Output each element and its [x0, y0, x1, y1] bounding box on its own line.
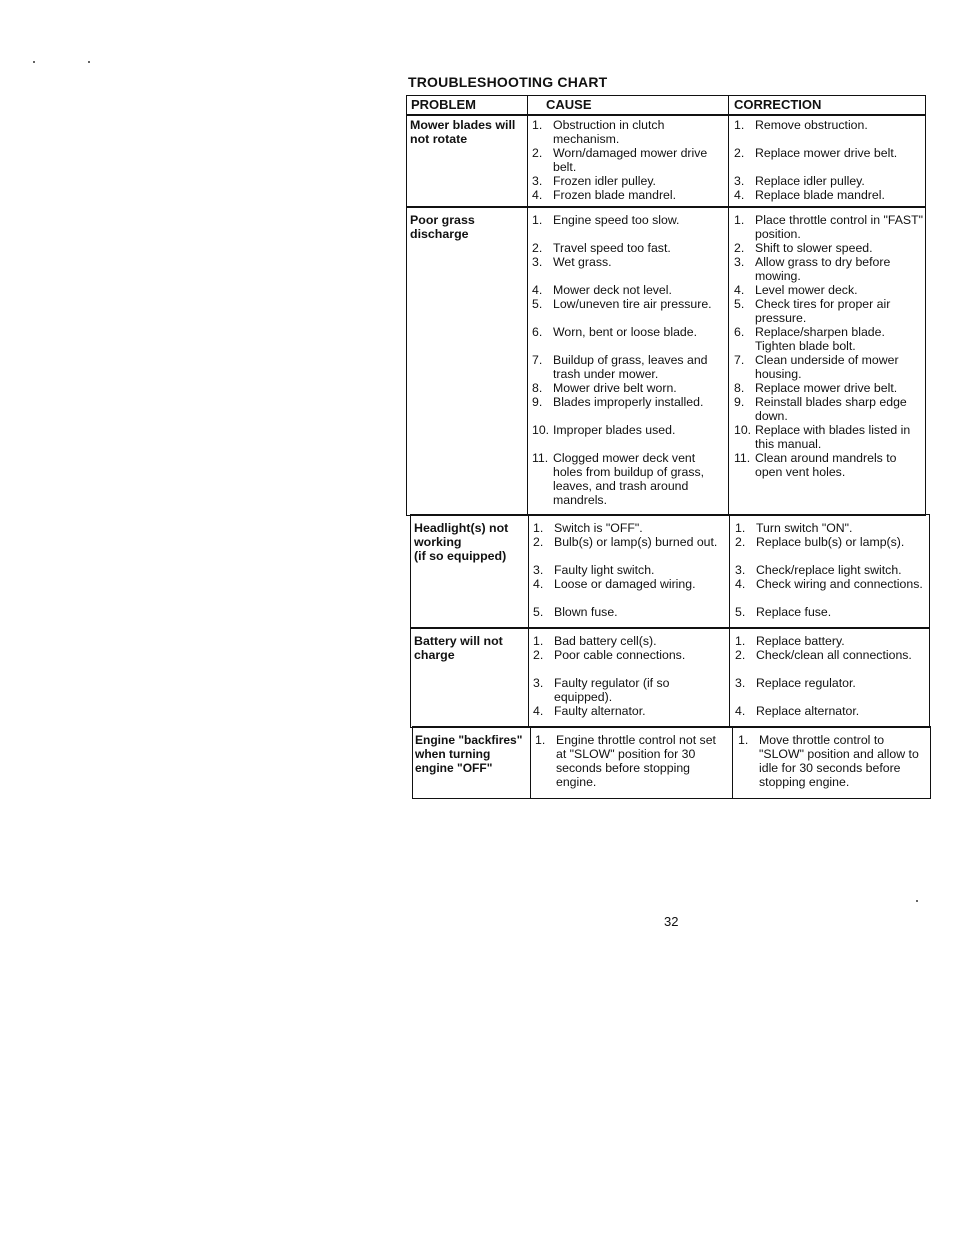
correction-item: Turn switch "ON".	[756, 521, 853, 535]
header-divider	[527, 96, 528, 115]
cause-item: Worn/damaged mower drive belt.	[553, 146, 708, 175]
cause-item: Faulty light switch.	[554, 563, 655, 577]
cause-item: Blown fuse.	[554, 605, 618, 619]
problem-line: working	[414, 535, 462, 550]
cause-item: Travel speed too fast.	[553, 241, 671, 255]
cause-cell: 1. Engine throttle control not set at "SLOW" position for 30 seconds before stopping engine.	[535, 733, 729, 789]
correction-cell: 1. Move throttle control to "SLOW" position and allow to idle for 30 seconds before stopping engine.	[738, 733, 930, 789]
cause-cell: 1. Bad battery cell(s). 2. Poor cable connections. 3. Faulty regulator (if so equipped). 4. Faulty alternator.	[533, 634, 727, 718]
correction-cell: 1. Remove obstruction. 2. Replace mower drive belt. 3. Replace idler pulley. 4. Replace blade mandrel.	[734, 118, 924, 202]
correction-item: Replace battery.	[756, 634, 845, 648]
correction-item: Check/replace light switch.	[756, 563, 902, 577]
correction-item: Replace mower drive belt.	[755, 146, 898, 160]
cause-item: Poor cable connections.	[554, 648, 686, 662]
correction-item: Move throttle control to "SLOW" position and allow to idle for 30 seconds before stopping engine.	[759, 733, 919, 790]
correction-item: Replace mower drive belt.	[755, 381, 898, 395]
problem-line: Engine "backfires"	[415, 733, 523, 747]
cause-item: Low/uneven tire air pressure.	[553, 297, 712, 311]
scan-speck	[88, 61, 90, 63]
cause-item: Improper blades used.	[553, 423, 676, 437]
problem-line: charge	[414, 648, 455, 663]
header-divider	[728, 96, 729, 115]
cause-item: Loose or damaged wiring.	[554, 577, 696, 591]
correction-item: Clean underside of mower housing.	[755, 353, 899, 382]
table-row	[410, 514, 930, 629]
cause-item: Clogged mower deck vent holes from buildup of grass, leaves, and trash around mandrels.	[553, 451, 705, 508]
scan-speck	[916, 900, 918, 902]
cause-item: Blades improperly installed.	[553, 395, 704, 409]
correction-cell: 1. Turn switch "ON". 2. Replace bulb(s) or lamp(s). 3. Check/replace light switch. 4. Check wiring and connections. 5. Replace fuse.	[735, 521, 925, 619]
correction-item: Replace/sharpen blade. Tighten blade bolt.	[755, 325, 885, 354]
correction-item: Remove obstruction.	[755, 118, 868, 132]
chart-title: TROUBLESHOOTING CHART	[408, 74, 608, 90]
correction-item: Replace idler pulley.	[755, 174, 865, 188]
correction-item: Allow grass to dry before mowing.	[755, 255, 891, 284]
page-number: 32	[664, 914, 679, 929]
correction-cell: 1. Place throttle control in "FAST" position. 2. Shift to slower speed. 3. Allow grass to dry before mowing. 4. Level mower deck. 5. Check tires for proper air pressure. 6. Replace/sharpen blade. Tighten blade bolt. 7. Clean underside of mower housing. 8. Replace mower drive belt. 9. Reinstall blades sharp edge down. 10. Replace with blades listed in this manual. 11. Clean around mandrels to open vent holes.	[734, 213, 923, 480]
problem-cell	[410, 118, 525, 146]
cause-cell: 1. Switch is "OFF". 2. Bulb(s) or lamp(s) burned out. 3. Faulty light switch. 4. Loose or damaged wiring. 5. Blown fuse.	[533, 521, 727, 619]
problem-cell	[415, 733, 529, 776]
correction-item: Place throttle control in "FAST" position.	[755, 213, 923, 242]
table-row	[406, 206, 926, 516]
table-row	[410, 627, 930, 728]
correction-item: Replace regulator.	[756, 676, 856, 690]
troubleshooting-table	[406, 95, 930, 799]
problem-line: Headlight(s) not	[414, 521, 509, 535]
correction-item: Check wiring and connections.	[756, 577, 923, 591]
correction-cell: 1. Replace battery. 2. Check/clean all connections. 3. Replace regulator. 4. Replace alternator.	[735, 634, 925, 718]
cause-item: Frozen idler pulley.	[553, 174, 656, 188]
problem-line: Battery will not	[414, 634, 503, 648]
problem-line: discharge	[410, 227, 469, 242]
table-row	[406, 114, 926, 208]
correction-item: Replace with blades listed in this manual.	[755, 423, 911, 452]
header-cause: CAUSE	[546, 97, 592, 112]
problem-line: when turning	[415, 747, 491, 762]
cause-item: Wet grass.	[553, 255, 612, 269]
problem-cell	[410, 213, 525, 241]
correction-item: Clean around mandrels to open vent holes.	[755, 451, 897, 480]
correction-item: Shift to slower speed.	[755, 241, 873, 255]
cause-item: Obstruction in clutch mechanism.	[553, 118, 665, 147]
cause-item: Faulty alternator.	[554, 704, 646, 718]
cause-item: Mower deck not level.	[553, 283, 672, 297]
cause-item: Worn, bent or loose blade.	[553, 325, 698, 339]
header-problem: PROBLEM	[411, 97, 476, 112]
cause-cell: 1. Engine speed too slow. 2. Travel speed too fast. 3. Wet grass. 4. Mower deck not level. 5. Low/uneven tire air pressure. 6. Worn, bent or loose blade. 7. Buildup of grass, leaves and trash under mower. 8. Mower drive belt worn. 9. Blades improperly installed. 10. Improper blades used. 11. Clogged mower deck vent holes from buildup of grass, leaves, and trash around mandrels.	[532, 213, 726, 507]
problem-line: not rotate	[410, 132, 468, 147]
problem-cell	[414, 521, 526, 564]
cause-item: Bulb(s) or lamp(s) burned out.	[554, 535, 718, 549]
cause-item: Bad battery cell(s).	[554, 634, 657, 648]
problem-cell	[414, 634, 526, 662]
problem-line: Mower blades will	[410, 118, 516, 132]
problem-line: engine "OFF"	[415, 761, 493, 776]
cause-item: Mower drive belt worn.	[553, 381, 677, 395]
correction-item: Check tires for proper air pressure.	[755, 297, 891, 326]
correction-item: Reinstall blades sharp edge down.	[755, 395, 907, 424]
header-correction: CORRECTION	[734, 97, 822, 112]
problem-line: Poor grass	[410, 213, 475, 227]
correction-item: Level mower deck.	[755, 283, 858, 297]
scan-speck	[33, 61, 35, 63]
table-header	[406, 95, 926, 116]
problem-line: (if so equipped)	[414, 549, 507, 564]
correction-item: Replace fuse.	[756, 605, 832, 619]
cause-item: Frozen blade mandrel.	[553, 188, 677, 202]
cause-item: Engine throttle control not set at "SLOW" position for 30 seconds before stopping engine.	[556, 733, 716, 790]
cause-item: Buildup of grass, leaves and trash under mower.	[553, 353, 708, 382]
cause-item: Faulty regulator (if so equipped).	[554, 676, 670, 705]
correction-item: Replace alternator.	[756, 704, 860, 718]
cause-item: Engine speed too slow.	[553, 213, 680, 227]
correction-item: Check/clean all connections.	[756, 648, 912, 662]
table-row	[412, 726, 931, 799]
cause-item: Switch is "OFF".	[554, 521, 643, 535]
correction-item: Replace bulb(s) or lamp(s).	[756, 535, 905, 549]
correction-item: Replace blade mandrel.	[755, 188, 885, 202]
cause-cell: 1. Obstruction in clutch mechanism. 2. Worn/damaged mower drive belt. 3. Frozen idler pulley. 4. Frozen blade mandrel.	[532, 118, 724, 202]
